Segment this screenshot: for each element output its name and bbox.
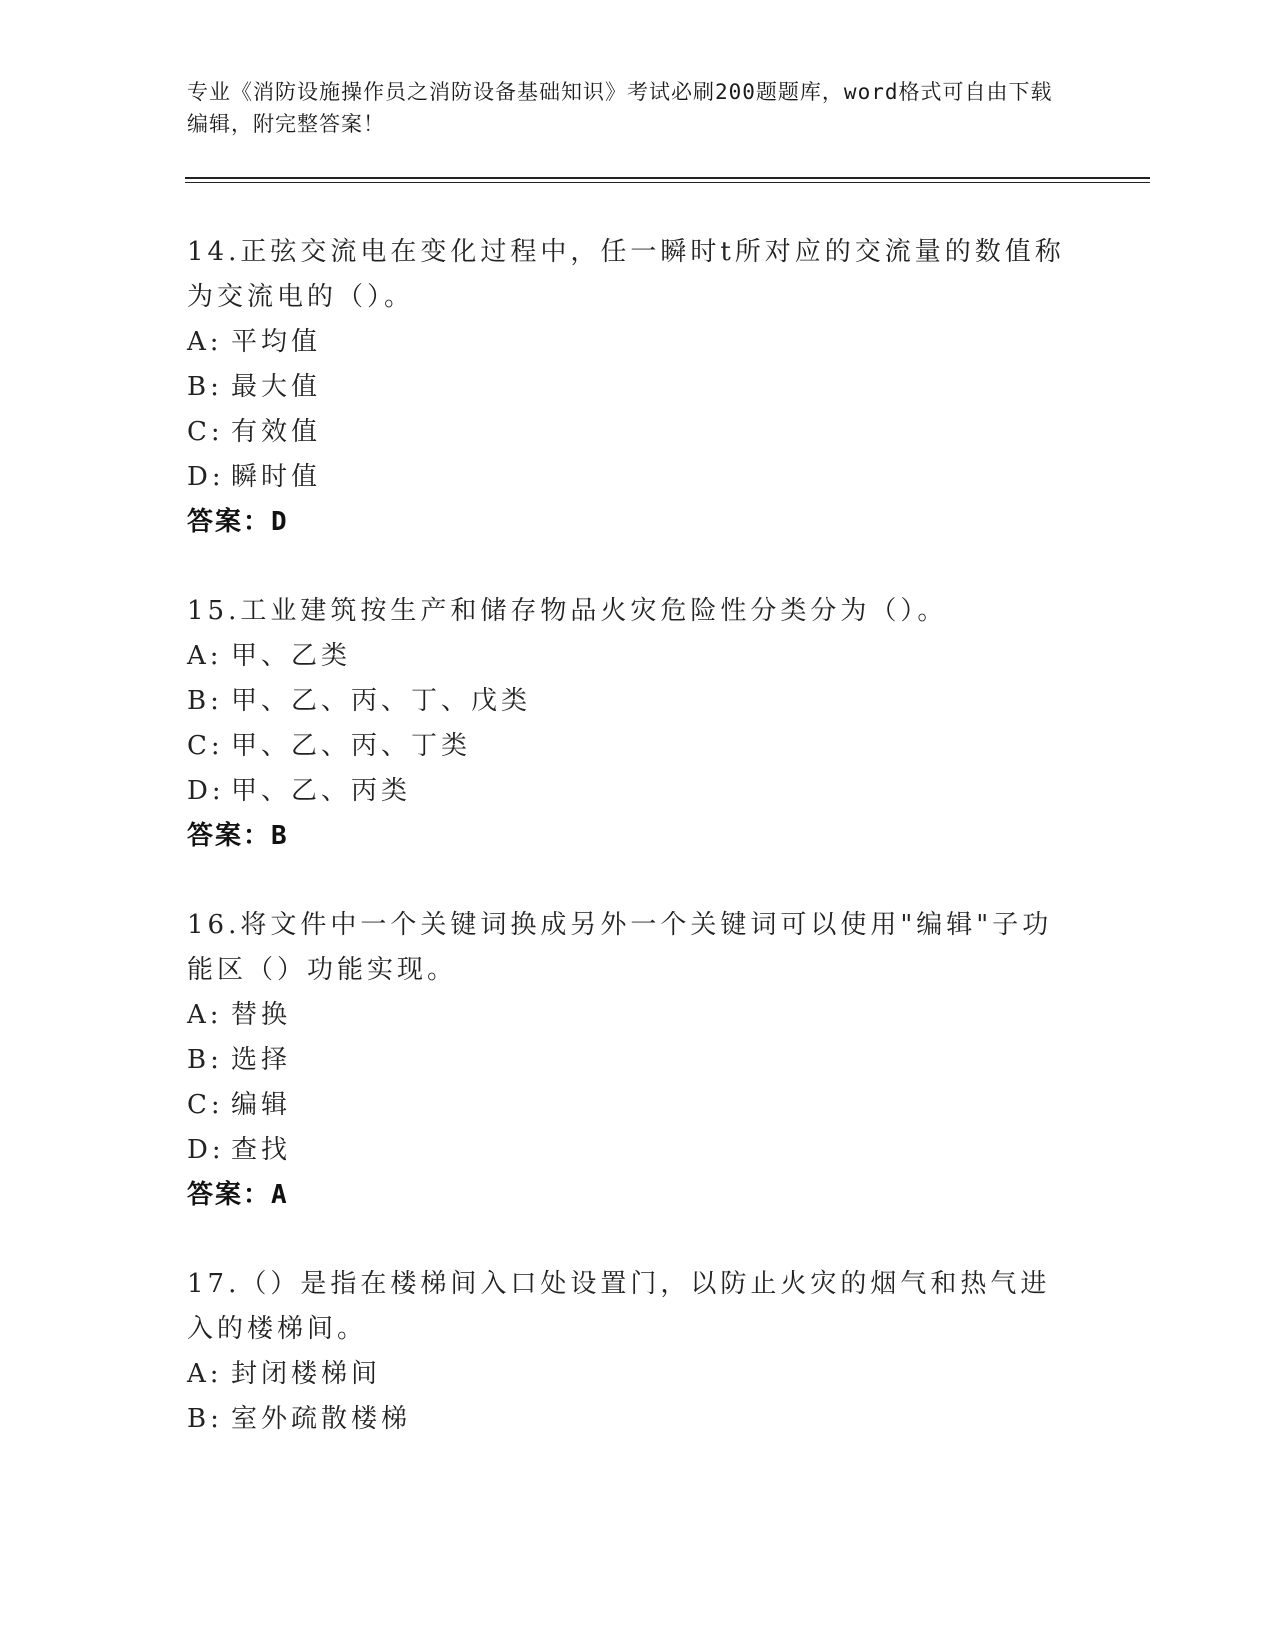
option-b — [187, 1397, 1087, 1442]
question-stem: 15.工业建筑按生产和储存物品火灾危险性分类分为（）。 — [187, 596, 948, 626]
option-a — [187, 993, 1087, 1038]
option-c — [187, 724, 1087, 769]
option-a — [187, 634, 1087, 679]
option-key: D: — [187, 776, 225, 806]
option-text: 有效值 — [231, 417, 322, 447]
question-17 — [187, 1262, 1087, 1442]
question-stem: 16.将文件中一个关键词换成另外一个关键词可以使用"编辑"子功能区（）功能实现。 — [187, 910, 1053, 985]
option-b — [187, 365, 1087, 410]
option-text: 选择 — [231, 1045, 292, 1075]
option-key: A: — [187, 641, 223, 671]
question-stem: 17.（）是指在楼梯间入口处设置门，以防止火灾的烟气和热气进入的楼梯间。 — [187, 1269, 1051, 1344]
document-header: 专业《消防设施操作员之消防设备基础知识》考试必刷200题题库，word格式可自由下载编辑，附完整答案！ — [187, 80, 1053, 136]
question-stem: 14.正弦交流电在变化过程中，任一瞬时t所对应的交流量的数值称为交流电的（）。 — [187, 237, 1065, 312]
header-divider-secondary — [185, 182, 1150, 183]
answer-line: 答案：B — [187, 821, 289, 851]
option-text: 最大值 — [231, 372, 322, 402]
option-text: 瞬时值 — [231, 462, 322, 492]
option-text: 查找 — [231, 1135, 292, 1165]
option-d — [187, 769, 1087, 814]
option-text: 甲、乙、丙、丁类 — [231, 731, 472, 761]
option-key: D: — [187, 1135, 225, 1165]
option-text: 编辑 — [231, 1090, 292, 1120]
option-b — [187, 1038, 1087, 1083]
option-d — [187, 455, 1087, 500]
option-text: 替换 — [231, 1000, 292, 1030]
question-list — [187, 230, 1087, 1486]
question-15 — [187, 589, 1087, 859]
question-16 — [187, 903, 1087, 1218]
option-key: C: — [187, 417, 224, 447]
option-d — [187, 1128, 1087, 1173]
option-text: 室外疏散楼梯 — [231, 1404, 412, 1434]
option-key: B: — [187, 1404, 223, 1434]
option-a — [187, 320, 1087, 365]
header-divider — [185, 177, 1150, 179]
option-key: B: — [187, 686, 223, 716]
option-text: 甲、乙、丙类 — [231, 776, 412, 806]
option-key: A: — [187, 1000, 223, 1030]
option-c — [187, 1083, 1087, 1128]
answer-line: 答案：A — [187, 1180, 289, 1210]
option-key: C: — [187, 1090, 224, 1120]
option-c — [187, 410, 1087, 455]
answer-line: 答案：D — [187, 507, 289, 537]
option-text: 甲、乙类 — [231, 641, 352, 671]
option-key: C: — [187, 731, 224, 761]
option-key: B: — [187, 372, 223, 402]
option-key: A: — [187, 1359, 223, 1389]
option-text: 封闭楼梯间 — [231, 1359, 382, 1389]
option-text: 平均值 — [231, 327, 322, 357]
option-key: D: — [187, 462, 225, 492]
option-b — [187, 679, 1087, 724]
option-a — [187, 1352, 1087, 1397]
option-key: B: — [187, 1045, 223, 1075]
option-key: A: — [187, 327, 223, 357]
option-text: 甲、乙、丙、丁、戊类 — [231, 686, 532, 716]
question-14 — [187, 230, 1087, 545]
